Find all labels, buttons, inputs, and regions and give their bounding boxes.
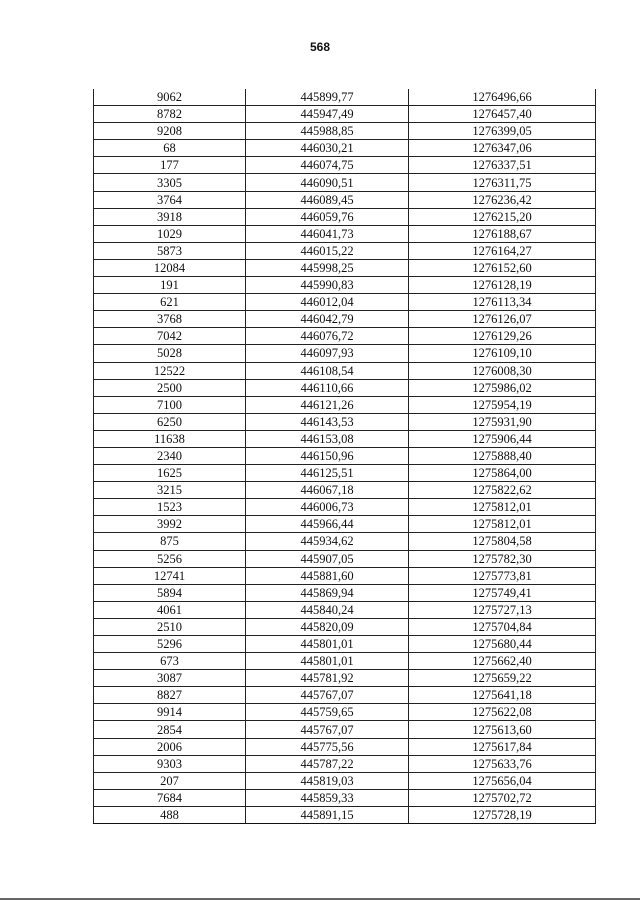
x-coordinate-cell: 446150,96 — [246, 447, 409, 464]
x-coordinate-cell: 446125,51 — [246, 465, 409, 482]
y-coordinate-cell: 1276152,60 — [409, 259, 596, 276]
point-number-cell: 8827 — [94, 687, 246, 704]
y-coordinate-cell: 1275704,84 — [409, 618, 596, 635]
point-number-cell: 1625 — [94, 465, 246, 482]
x-coordinate-cell: 445781,92 — [246, 670, 409, 687]
point-number-cell: 2510 — [94, 618, 246, 635]
point-number-cell: 5028 — [94, 345, 246, 362]
y-coordinate-cell: 1276496,66 — [409, 89, 596, 106]
y-coordinate-cell: 1276311,75 — [409, 174, 596, 191]
y-coordinate-cell: 1276215,20 — [409, 208, 596, 225]
x-coordinate-cell: 446067,18 — [246, 482, 409, 499]
table-row — [94, 123, 596, 140]
x-coordinate-cell: 446110,66 — [246, 379, 409, 396]
coordinates-table-container — [93, 89, 595, 824]
table-row — [94, 157, 596, 174]
table-row — [94, 242, 596, 259]
x-coordinate-cell: 445966,44 — [246, 516, 409, 533]
point-number-cell: 7684 — [94, 789, 246, 806]
table-row — [94, 225, 596, 242]
y-coordinate-cell: 1275622,08 — [409, 704, 596, 721]
point-number-cell: 3918 — [94, 208, 246, 225]
table-row — [94, 755, 596, 772]
y-coordinate-cell: 1276347,06 — [409, 140, 596, 157]
point-number-cell: 7042 — [94, 328, 246, 345]
coordinates-table-body — [94, 89, 596, 824]
x-coordinate-cell: 446121,26 — [246, 396, 409, 413]
x-coordinate-cell: 445907,05 — [246, 550, 409, 567]
x-coordinate-cell: 445899,77 — [246, 89, 409, 106]
point-number-cell: 3764 — [94, 191, 246, 208]
y-coordinate-cell: 1275931,90 — [409, 413, 596, 430]
x-coordinate-cell: 445787,22 — [246, 755, 409, 772]
point-number-cell: 3992 — [94, 516, 246, 533]
table-row — [94, 174, 596, 191]
y-coordinate-cell: 1276128,19 — [409, 277, 596, 294]
point-number-cell: 1523 — [94, 499, 246, 516]
table-row — [94, 550, 596, 567]
table-row — [94, 277, 596, 294]
x-coordinate-cell: 445859,33 — [246, 789, 409, 806]
table-row — [94, 294, 596, 311]
table-row — [94, 311, 596, 328]
y-coordinate-cell: 1275782,30 — [409, 550, 596, 567]
point-number-cell: 207 — [94, 772, 246, 789]
y-coordinate-cell: 1275727,13 — [409, 601, 596, 618]
table-row — [94, 584, 596, 601]
y-coordinate-cell: 1276337,51 — [409, 157, 596, 174]
table-row — [94, 499, 596, 516]
x-coordinate-cell: 445891,15 — [246, 806, 409, 823]
y-coordinate-cell: 1276126,07 — [409, 311, 596, 328]
point-number-cell: 2006 — [94, 738, 246, 755]
point-number-cell: 2500 — [94, 379, 246, 396]
coordinates-table — [93, 89, 596, 824]
x-coordinate-cell: 446042,79 — [246, 311, 409, 328]
y-coordinate-cell: 1276236,42 — [409, 191, 596, 208]
table-row — [94, 413, 596, 430]
table-row — [94, 430, 596, 447]
point-number-cell: 875 — [94, 533, 246, 550]
table-row — [94, 653, 596, 670]
table-row — [94, 806, 596, 823]
x-coordinate-cell: 445759,65 — [246, 704, 409, 721]
table-row — [94, 687, 596, 704]
x-coordinate-cell: 445988,85 — [246, 123, 409, 140]
y-coordinate-cell: 1275702,72 — [409, 789, 596, 806]
point-number-cell: 3305 — [94, 174, 246, 191]
table-row — [94, 738, 596, 755]
point-number-cell: 2854 — [94, 721, 246, 738]
y-coordinate-cell: 1275906,44 — [409, 430, 596, 447]
table-row — [94, 772, 596, 789]
x-coordinate-cell: 446041,73 — [246, 225, 409, 242]
x-coordinate-cell: 445767,07 — [246, 721, 409, 738]
x-coordinate-cell: 446143,53 — [246, 413, 409, 430]
y-coordinate-cell: 1276008,30 — [409, 362, 596, 379]
table-row — [94, 465, 596, 482]
y-coordinate-cell: 1275633,76 — [409, 755, 596, 772]
table-row — [94, 704, 596, 721]
point-number-cell: 5873 — [94, 242, 246, 259]
table-row — [94, 636, 596, 653]
x-coordinate-cell: 446089,45 — [246, 191, 409, 208]
table-row — [94, 106, 596, 123]
point-number-cell: 9303 — [94, 755, 246, 772]
y-coordinate-cell: 1275680,44 — [409, 636, 596, 653]
point-number-cell: 3768 — [94, 311, 246, 328]
point-number-cell: 5296 — [94, 636, 246, 653]
table-row — [94, 328, 596, 345]
table-row — [94, 345, 596, 362]
y-coordinate-cell: 1275986,02 — [409, 379, 596, 396]
x-coordinate-cell: 445819,03 — [246, 772, 409, 789]
x-coordinate-cell: 446097,93 — [246, 345, 409, 362]
point-number-cell: 4061 — [94, 601, 246, 618]
y-coordinate-cell: 1276188,67 — [409, 225, 596, 242]
point-number-cell: 12522 — [94, 362, 246, 379]
x-coordinate-cell: 446076,72 — [246, 328, 409, 345]
y-coordinate-cell: 1276129,26 — [409, 328, 596, 345]
y-coordinate-cell: 1275804,58 — [409, 533, 596, 550]
table-row — [94, 379, 596, 396]
point-number-cell: 12741 — [94, 567, 246, 584]
x-coordinate-cell: 446153,08 — [246, 430, 409, 447]
x-coordinate-cell: 446074,75 — [246, 157, 409, 174]
y-coordinate-cell: 1275864,00 — [409, 465, 596, 482]
x-coordinate-cell: 446059,76 — [246, 208, 409, 225]
x-coordinate-cell: 445881,60 — [246, 567, 409, 584]
point-number-cell: 3215 — [94, 482, 246, 499]
table-row — [94, 396, 596, 413]
point-number-cell: 9914 — [94, 704, 246, 721]
point-number-cell: 7100 — [94, 396, 246, 413]
table-row — [94, 447, 596, 464]
x-coordinate-cell: 445767,07 — [246, 687, 409, 704]
x-coordinate-cell: 446030,21 — [246, 140, 409, 157]
x-coordinate-cell: 446012,04 — [246, 294, 409, 311]
x-coordinate-cell: 445934,62 — [246, 533, 409, 550]
table-row — [94, 533, 596, 550]
point-number-cell: 12084 — [94, 259, 246, 276]
table-row — [94, 140, 596, 157]
point-number-cell: 488 — [94, 806, 246, 823]
x-coordinate-cell: 445947,49 — [246, 106, 409, 123]
x-coordinate-cell: 446006,73 — [246, 499, 409, 516]
point-number-cell: 621 — [94, 294, 246, 311]
y-coordinate-cell: 1275617,84 — [409, 738, 596, 755]
table-row — [94, 191, 596, 208]
y-coordinate-cell: 1275888,40 — [409, 447, 596, 464]
x-coordinate-cell: 445869,94 — [246, 584, 409, 601]
x-coordinate-cell: 445775,56 — [246, 738, 409, 755]
point-number-cell: 68 — [94, 140, 246, 157]
table-row — [94, 618, 596, 635]
table-row — [94, 670, 596, 687]
y-coordinate-cell: 1275659,22 — [409, 670, 596, 687]
y-coordinate-cell: 1276399,05 — [409, 123, 596, 140]
table-row — [94, 567, 596, 584]
point-number-cell: 11638 — [94, 430, 246, 447]
point-number-cell: 5256 — [94, 550, 246, 567]
point-number-cell: 9208 — [94, 123, 246, 140]
y-coordinate-cell: 1276457,40 — [409, 106, 596, 123]
page-number: 568 — [309, 40, 331, 54]
y-coordinate-cell: 1275749,41 — [409, 584, 596, 601]
y-coordinate-cell: 1276113,34 — [409, 294, 596, 311]
table-row — [94, 721, 596, 738]
point-number-cell: 673 — [94, 653, 246, 670]
point-number-cell: 8782 — [94, 106, 246, 123]
x-coordinate-cell: 446090,51 — [246, 174, 409, 191]
point-number-cell: 9062 — [94, 89, 246, 106]
y-coordinate-cell: 1275954,19 — [409, 396, 596, 413]
table-row — [94, 89, 596, 106]
x-coordinate-cell: 446015,22 — [246, 242, 409, 259]
point-number-cell: 3087 — [94, 670, 246, 687]
table-row — [94, 362, 596, 379]
y-coordinate-cell: 1275641,18 — [409, 687, 596, 704]
x-coordinate-cell: 445801,01 — [246, 636, 409, 653]
table-row — [94, 482, 596, 499]
y-coordinate-cell: 1276164,27 — [409, 242, 596, 259]
point-number-cell: 177 — [94, 157, 246, 174]
table-row — [94, 516, 596, 533]
y-coordinate-cell: 1276109,10 — [409, 345, 596, 362]
y-coordinate-cell: 1275613,60 — [409, 721, 596, 738]
x-coordinate-cell: 445998,25 — [246, 259, 409, 276]
y-coordinate-cell: 1275662,40 — [409, 653, 596, 670]
point-number-cell: 6250 — [94, 413, 246, 430]
table-row — [94, 789, 596, 806]
table-row — [94, 208, 596, 225]
y-coordinate-cell: 1275773,81 — [409, 567, 596, 584]
x-coordinate-cell: 445990,83 — [246, 277, 409, 294]
x-coordinate-cell: 446108,54 — [246, 362, 409, 379]
x-coordinate-cell: 445820,09 — [246, 618, 409, 635]
table-row — [94, 259, 596, 276]
y-coordinate-cell: 1275822,62 — [409, 482, 596, 499]
y-coordinate-cell: 1275656,04 — [409, 772, 596, 789]
y-coordinate-cell: 1275812,01 — [409, 499, 596, 516]
x-coordinate-cell: 445801,01 — [246, 653, 409, 670]
y-coordinate-cell: 1275728,19 — [409, 806, 596, 823]
x-coordinate-cell: 445840,24 — [246, 601, 409, 618]
point-number-cell: 1029 — [94, 225, 246, 242]
y-coordinate-cell: 1275812,01 — [409, 516, 596, 533]
point-number-cell: 5894 — [94, 584, 246, 601]
point-number-cell: 191 — [94, 277, 246, 294]
table-row — [94, 601, 596, 618]
point-number-cell: 2340 — [94, 447, 246, 464]
